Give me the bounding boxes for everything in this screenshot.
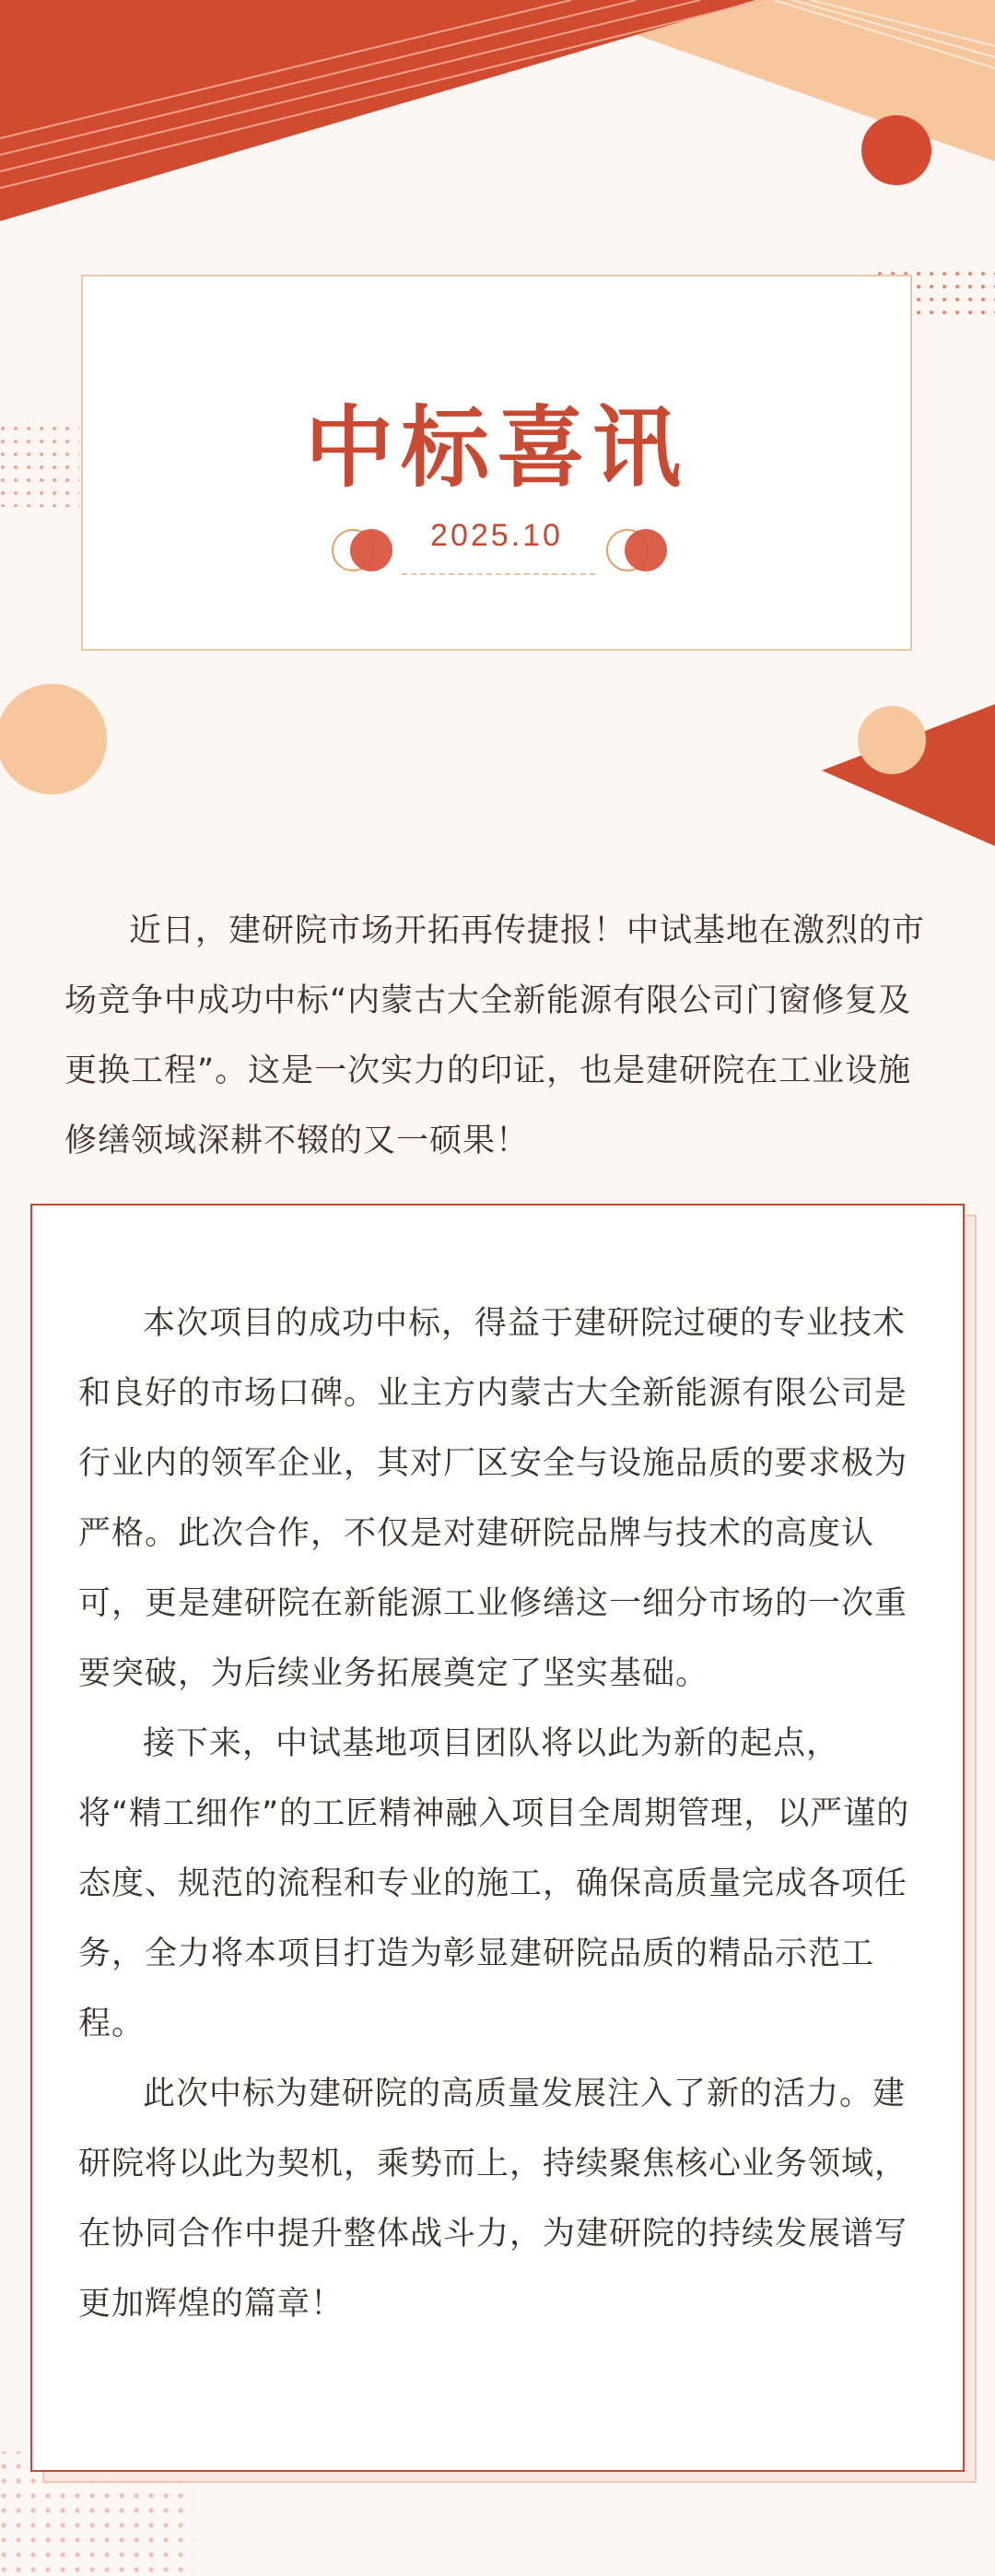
top-right-red-circle <box>861 115 931 185</box>
body-paragraph: 此次中标为建研院的高质量发展注入了新的活力。建研院将以此为契机，乘势而上，持续聚焦核心业务领域，在协同合作中提升整体战斗力，为建研院的持续发展谱写更加辉煌的篇章！ <box>78 2076 908 2323</box>
dot-grid-left <box>0 420 79 507</box>
page-title: 中标喜讯 <box>305 396 688 500</box>
date-label: 2025.10 <box>430 518 563 553</box>
right-peach-circle <box>858 706 926 774</box>
left-peach-circle <box>0 684 107 794</box>
content-body <box>78 1288 917 2339</box>
title-card <box>81 275 912 651</box>
date-underline <box>402 573 595 575</box>
content-card <box>30 1204 965 2472</box>
body-paragraph: 本次项目的成功中标，得益于建研院过硬的专业技术和良好的市场口碑。业主方内蒙古大全新能源有限公司是行业内的领军企业，其对厂区安全与设施品质的要求极为严格。此次合作，不仅是对建研院品牌与技术的高度认可，更是建研院在新能源工业修缮这一细分市场的一次重要突破，为后续业务拓展奠定了坚实基础。 <box>78 1305 908 1692</box>
right-rings-icon <box>606 525 671 575</box>
body-paragraph: 接下来，中试基地项目团队将以此为新的起点，将“精工细作”的工匠精神融入项目全周期管理，以严谨的态度、规范的流程和专业的施工，确保高质量完成各项任务，全力将本项目打造为彰显建研院品质的精品示范工程。 <box>78 1725 910 2042</box>
intro-paragraph: 近日，建研院市场开拓再传捷报！中试基地在激烈的市场竞争中成功中标“内蒙古大全新能源有限公司门窗修复及更换工程”。这是一次实力的印证，也是建研院在工业设施修缮领域深耕不辍的又一硕果！ <box>64 912 926 1159</box>
